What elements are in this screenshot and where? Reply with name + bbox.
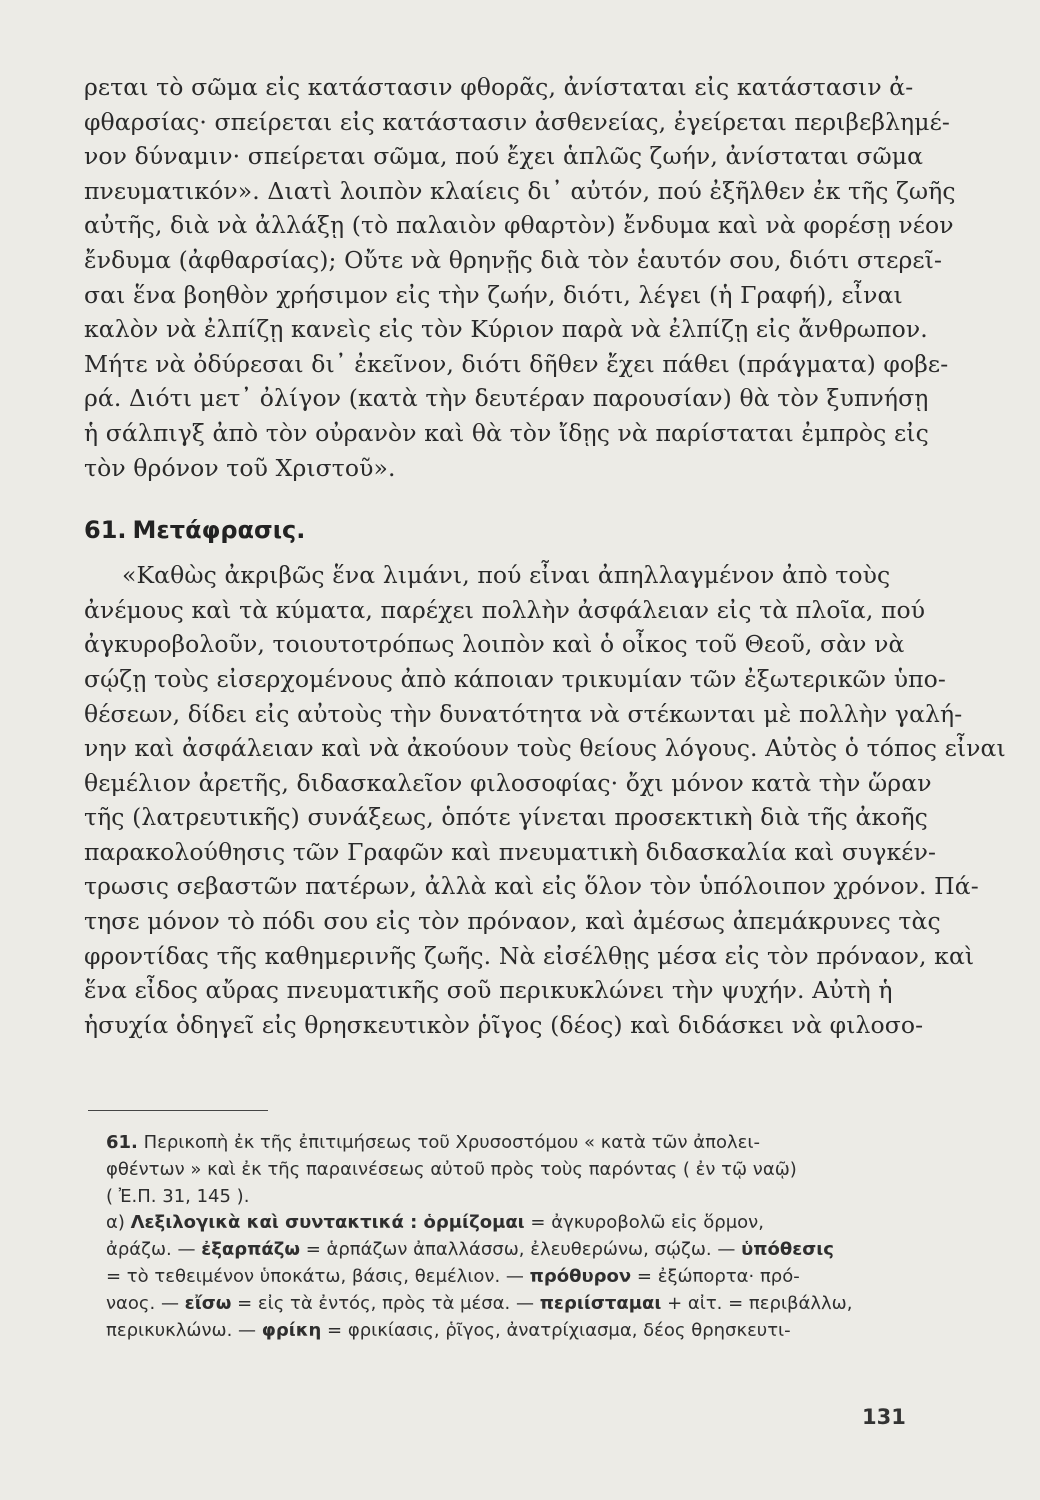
text-line: παρακολούθησις τῶν Γραφῶν καὶ πνευματικὴ διδασκαλία καὶ συγκέν- [84,837,937,866]
text-line: Μήτε νὰ ὀδύρεσαι δι᾽ ἐκεῖνον, διότι δῆθεν ἔχει πάθει (πράγματα) φοβε- [84,349,949,378]
text-line: φροντίδας τῆς καθημερινῆς ζωῆς. Νὰ εἰσέλθῃς μέσα εἰς τὸν πρόναον, καὶ [84,941,975,970]
footnote-line: α) Λεξιλογικὰ καὶ συντακτικά : ὁρμίζομαι = ἀγκυροβολῶ εἰς ὅρμον, [106,1212,764,1234]
text-line: ἀγκυροβολοῦν, τοιουτοτρόπως λοιπὸν καὶ ὁ οἶκος τοῦ Θεοῦ, σὰν νὰ [84,630,905,659]
text-line: τῆς (λατρευτικῆς) συνάξεως, ὁπότε γίνεται προσεκτικὴ διὰ τῆς ἀκοῆς [84,803,928,832]
text-line: θέσεων, δίδει εἰς αὐτοὺς τὴν δυνατότητα νὰ στέκωνται μὲ πολλὴν γαλή- [84,699,963,728]
main-text [84,70,1006,1042]
text-line: θεμέλιον ἀρετῆς, διδασκαλεῖον φιλοσοφίας· ὄχι μόνον κατὰ τὴν ὥραν [84,768,932,797]
footnote-line: ναος. — εἴσω = εἰς τὰ ἐντός, πρὸς τὰ μέσα. — περιίσταμαι + αἰτ. = περιβάλλω, [106,1292,853,1314]
footnote-term: εἴσω [184,1292,232,1314]
footnotes [106,1130,922,1344]
text-line: τρωσις σεβαστῶν πατέρων, ἀλλὰ καὶ εἰς ὅλον τὸν ὑπόλοιπον χρόνον. Πά- [84,872,979,901]
text-line: ἔνδυμα (ἀφθαρσίας); Οὔτε νὰ θρηνῇς διὰ τὸν ἑαυτόν σου, διότι στερεῖ- [84,245,943,274]
footnote-term: ἐξαρπάζω [201,1239,300,1261]
text-line: ἀνέμους καὶ τὰ κύματα, παρέχει πολλὴν ἀσφάλειαν εἰς τὰ πλοῖα, πού [84,595,926,624]
text-line: ἕνα εἶδος αὔρας πνευματικῆς σοῦ περικυκλώνει τὴν ψυχήν. Αὐτὴ ἡ [84,976,893,1005]
text-line: ρά. Διότι μετ᾽ ὀλίγον (κατὰ τὴν δευτέραν παρουσίαν) θὰ τὸν ξυπνήσῃ [84,384,929,413]
section-title: Μετάφρασις. [132,516,306,545]
footnote-line: = τὸ τεθειμένον ὑποκάτω, βάσις, θεμέλιον. — πρόθυρον = ἐξώπορτα· πρό- [106,1265,800,1287]
text-line: ἡ σάλπιγξ ἀπὸ τὸν οὐρανὸν καὶ θὰ τὸν ἴδῃς νὰ παρίσταται ἐμπρὸς εἰς [84,418,929,447]
footnote-line: περικυκλώνω. — φρίκη = φρικίασις, ῥῖγος, ἀνατρίχιασμα, δέος θρησκευτι- [106,1319,791,1341]
text-line: «Καθὼς ἀκριβῶς ἕνα λιμάνι, πού εἶναι ἀπηλλαγμένον ἀπὸ τοὺς [122,561,891,590]
text-line: ἡσυχία ὁδηγεῖ εἰς θρησκευτικὸν ῥῖγος (δέος) καὶ διδάσκει νὰ φιλοσο- [84,1010,924,1039]
section-number: 61. [84,516,127,545]
footnote-term: φρίκη [261,1319,322,1341]
footnote-divider [88,1110,268,1111]
footnote-number: 61. [106,1132,138,1153]
text-line: φθαρσίας· σπείρεται εἰς κατάστασιν ἀσθενείας, ἐγείρεται περιβεβλημέ- [84,107,950,136]
footnote-term: Λεξιλογικὰ καὶ συντακτικά : ὁρμίζομαι [130,1212,525,1234]
footnote-line: 61. Περικοπὴ ἐκ τῆς ἐπιτιμήσεως τοῦ Χρυσοστόμου « κατὰ τῶν ἀπολει- [106,1132,760,1153]
footnote-term: πρόθυρον [529,1265,632,1287]
footnote-term: ὑπόθεσις [741,1239,834,1261]
footnote-term: περιίσταμαι [539,1292,662,1314]
text-line: πνευματικόν». Διατὶ λοιπὸν κλαίεις δι᾽ αὐτόν, πού ἐξῆλθεν ἐκ τῆς ζωῆς [84,176,956,205]
text-line: νην καὶ ἀσφάλειαν καὶ νὰ ἀκούουν τοὺς θείους λόγους. Αὐτὸς ὁ τόπος εἶναι [84,734,1006,763]
text-line: καλὸν νὰ ἐλπίζῃ κανεὶς εἰς τὸν Κύριον παρὰ νὰ ἐλπίζῃ εἰς ἄνθρωπον. [84,315,928,344]
footnote-line: ἀράζω. — ἐξαρπάζω = ἁρπάζων ἀπαλλάσσω, ἐλευθερώνω, σῴζω. — ὑπόθεσις [106,1239,834,1261]
text-line: νον δύναμιν· σπείρεται σῶμα, πού ἔχει ἁπλῶς ζωήν, ἀνίσταται σῶμα [84,142,924,171]
text-line: σαι ἕνα βοηθὸν χρήσιμον εἰς τὴν ζωήν, διότι, λέγει (ἡ Γραφή), εἶναι [84,280,903,309]
text-line: σῴζῃ τοὺς εἰσερχομένους ἀπὸ κάποιαν τρικυμίαν τῶν ἐξωτερικῶν ὑπο- [84,664,946,693]
text-line: τησε μόνον τὸ πόδι σου εἰς τὸν πρόναον, καὶ ἀμέσως ἀπεμάκρυνες τὰς [84,907,941,936]
section-heading [84,512,920,548]
page-number: 131 [862,1405,906,1429]
text-line: ρεται τὸ σῶμα εἰς κατάστασιν φθορᾶς, ἀνίσταται εἰς κατάστασιν ἀ- [84,73,914,101]
text-line: αὐτῆς, διὰ νὰ ἀλλάξῃ (τὸ παλαιὸν φθαρτὸν) ἔνδυμα καὶ νὰ φορέσῃ νέον [84,211,954,240]
footnote-line: ( Ἐ.Π. 31, 145 ). [106,1185,250,1207]
text-line: τὸν θρόνον τοῦ Χριστοῦ». [84,453,396,482]
footnote-line: φθέντων » καὶ ἐκ τῆς παραινέσεως αὐτοῦ πρὸς τοὺς παρόντας ( ἐν τῷ ναῷ) [106,1158,797,1180]
